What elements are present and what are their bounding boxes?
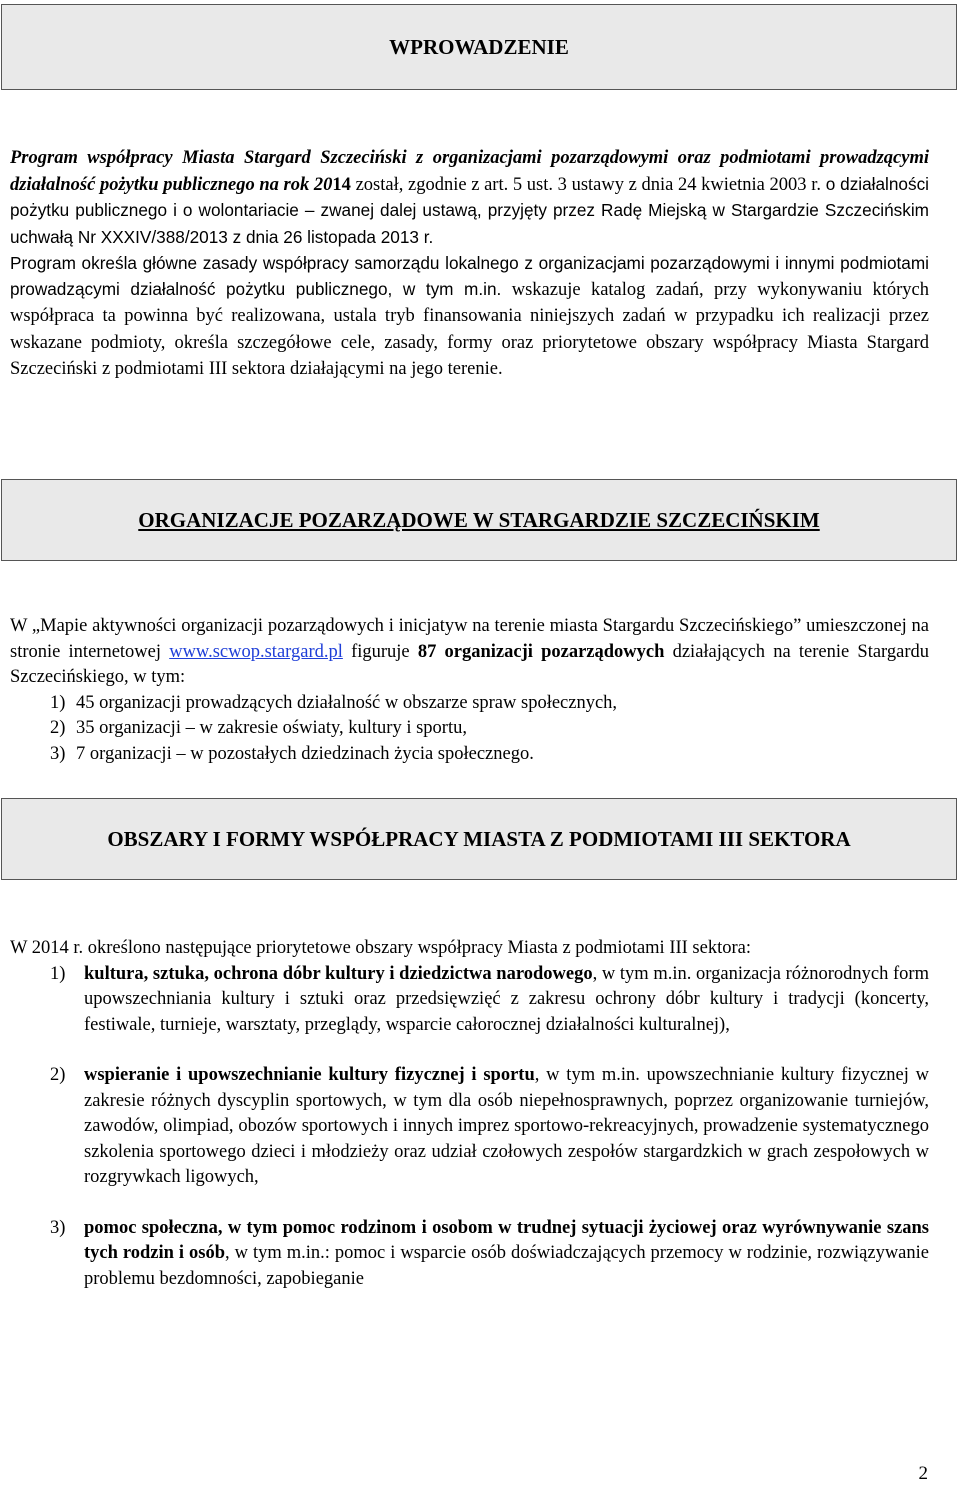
organizations-text-3: działających na terenie Stargardu Szczecińskiego, w tym:	[10, 641, 929, 687]
organizations-text-2: figuruje	[342, 641, 418, 662]
organizations-text-1: W „Mapie aktywności organizacji pozarządowych i inicjatyw na terenie miasta Stargardu Szczecińskiego” umieszczonej na stronie internetowej	[10, 616, 929, 662]
section-heading-areas	[1, 798, 957, 880]
list-item	[10, 716, 929, 742]
intro-heading-text: WPROWADZENIE	[389, 35, 569, 59]
list-item-number: 2)	[50, 718, 66, 738]
scwop-link[interactable]: www.scwop.stargard.pl	[169, 641, 343, 662]
list-item	[10, 1063, 929, 1191]
organizations-list	[10, 691, 929, 768]
area-description: , w tym m.in.: pomoc i wsparcie osób doświadczających przemocy w rodzinie, rozwiązywanie problemu bezdomności, zapobieganie	[84, 1243, 929, 1289]
list-item-text: 35 organizacji – w zakresie oświaty, kultury i sportu,	[76, 718, 467, 738]
lead-rest-sans: o działalności pożytku publicznego i o wolontariacie – zwanej dalej ustawą, przyjęty przez Radę Miejską w Stargardzie Szczecińskim uchwałą Nr XXXIV/388/2013 z dnia 26 listopada 2013 r.	[10, 173, 929, 247]
list-item-number: 2)	[50, 1065, 66, 1085]
areas-heading-text: OBSZARY I FORMY WSPÓŁPRACY MIASTA Z PODMIOTAMI III SEKTORA	[107, 827, 851, 851]
area-description: , w tym m.in. organizacja różnorodnych form upowszechniania kultury i sztuki oraz przedsięwzięć z zakresu ochrony dóbr kultury i tradycji (koncerty, festiwale, turnieje, warsztaty, przeglądy, wsparcie całorocznej działalności kulturalnej),	[84, 963, 929, 1035]
lead-rest: został, zgodnie z art. 5 ust. 3 ustawy z dnia 24 kwietnia 2003 r.	[350, 174, 821, 195]
intro-paragraph-lead	[10, 146, 929, 251]
list-item-number: 1)	[50, 692, 66, 713]
area-title: wspieranie i upowszechnianie kultury fizycznej i sportu	[84, 1065, 535, 1085]
list-item-text: 45 organizacji prowadzących działalność w obszarze spraw społecznych,	[76, 692, 618, 713]
organizations-section	[10, 614, 929, 767]
page-number: 2	[918, 1463, 928, 1484]
program-name: Program współpracy Miasta Stargard Szczeciński z organizacjami pozarządowymi oraz podmiotami prowadzącymi działalność pożytku publicznego na rok 20	[10, 148, 929, 195]
intro-section	[10, 146, 929, 383]
list-item	[10, 962, 929, 1039]
areas-intro: W 2014 r. określono następujące priorytetowe obszary współpracy Miasta z podmiotami III sektora:	[10, 938, 751, 958]
list-item	[10, 742, 929, 768]
program-year-suffix: 14	[332, 174, 351, 195]
section-heading-intro	[1, 4, 957, 90]
area-title: kultura, sztuka, ochrona dóbr kultury i dziedzictwa narodowego	[84, 963, 593, 984]
organizations-count: 87 organizacji pozarządowych	[417, 641, 665, 662]
area-description: , w tym m.in. upowszechnianie kultury fizycznej w zakresie różnych dyscyplin sportowych, w tym dla osób niepełnosprawnych, poprzez organizowanie turniejów, zawodów, olimpiad, obozów sportowych i innych imprez sportowo-rekreacyjnych, prowadzenie systematycznego szkolenia sportowego dzieci i młodzieży oraz udział czołowych zespołów stargardzkich w grach zespołowych w rozgrywkach ligowych,	[84, 1065, 929, 1187]
list-item-number: 1)	[50, 963, 66, 984]
organizations-heading-text: ORGANIZACJE POZARZĄDOWE W STARGARDZIE SZCZECIŃSKIM	[138, 508, 820, 532]
list-item	[10, 1216, 929, 1293]
area-title: pomoc społeczna, w tym pomoc rodzinom i osobom w trudnej sytuacji życiowej oraz wyrównywanie szans tych rodzin i osób	[84, 1217, 929, 1263]
program-text-part2: wskazuje katalog zadań, przy wykonywaniu których współpraca ta powinna być realizowana, ustala tryb finansowania niniejszych zadań w przypadku ich realizacji przez wskazane podmioty, określa szczegółowe cele, zasady, formy oraz priorytetowe obszary współpracy Miasta Stargard Szczeciński z podmiotami III sektora działającymi na jego terenie.	[10, 279, 929, 379]
list-item-number: 3)	[50, 1217, 66, 1238]
list-item-text: 7 organizacji – w pozostałych dziedzinach życia społecznego.	[76, 743, 534, 764]
list-item	[10, 691, 929, 717]
section-heading-organizations	[1, 479, 957, 561]
areas-section	[10, 936, 929, 1292]
program-text-part1: Program określa główne zasady współpracy samorządu lokalnego z organizacjami pozarządowymi i innymi podmiotami prowadzącymi działalność pożytku publicznego, w tym m.in.	[10, 253, 929, 299]
areas-list	[10, 962, 929, 1293]
list-item-number: 3)	[50, 743, 66, 764]
organizations-paragraph	[10, 614, 929, 691]
intro-paragraph-program	[10, 251, 929, 383]
